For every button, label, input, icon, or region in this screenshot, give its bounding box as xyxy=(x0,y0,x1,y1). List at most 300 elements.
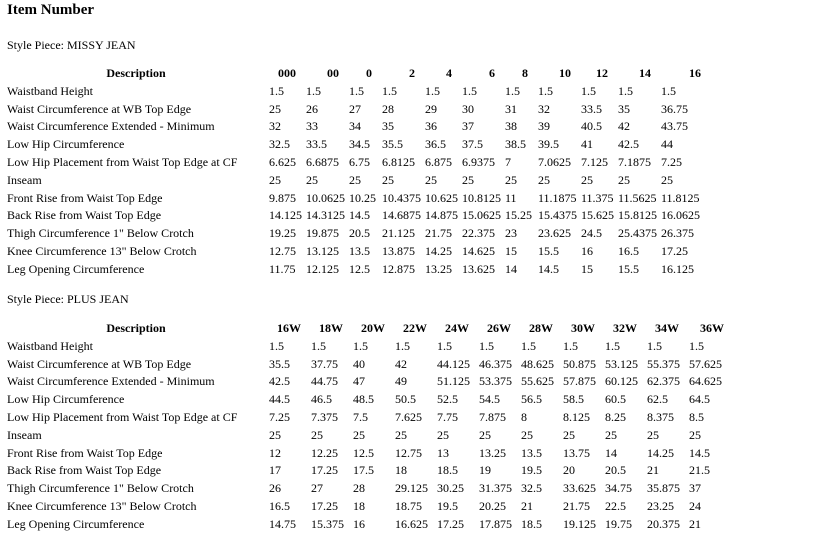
measurement-value: 12.75 xyxy=(395,445,422,460)
measurement-value: 7.5 xyxy=(353,409,368,424)
measurement-value: 13.5 xyxy=(521,445,542,460)
measurement-value: 13.75 xyxy=(563,445,590,460)
table-row xyxy=(5,243,709,261)
measurement-value: 42 xyxy=(395,356,407,371)
measurement-value: 6.75 xyxy=(349,154,370,169)
measurement-value: 25.4375 xyxy=(618,226,657,241)
measurement-value: 8 xyxy=(521,409,527,424)
measurement-value: 11.8125 xyxy=(661,190,700,205)
measurement-value: 28 xyxy=(353,481,365,496)
measurement-label: Low Hip Circumference xyxy=(7,392,125,407)
measurement-value: 15.4375 xyxy=(538,208,577,223)
measurement-value: 15.5 xyxy=(618,261,639,276)
measurement-value: 7.25 xyxy=(661,154,682,169)
size-header: 14 xyxy=(639,66,651,80)
measurement-value: 18.5 xyxy=(437,463,458,478)
measurement-value: 8.375 xyxy=(647,409,674,424)
header-row xyxy=(5,65,709,83)
measurement-value: 1.5 xyxy=(306,83,321,98)
table-row xyxy=(5,261,709,279)
measurement-value: 49 xyxy=(395,374,407,389)
measurement-value: 36.5 xyxy=(425,137,446,152)
measurement-value: 12.875 xyxy=(382,261,415,276)
measurement-value: 8.125 xyxy=(563,409,590,424)
table-row xyxy=(5,83,709,101)
measurement-value: 10.625 xyxy=(425,190,458,205)
measurement-value: 60.125 xyxy=(605,374,638,389)
measurement-value: 1.5 xyxy=(605,338,620,353)
measurement-value: 7 xyxy=(505,154,511,169)
measurement-value: 20 xyxy=(563,463,575,478)
measurement-value: 16.5 xyxy=(618,243,639,258)
measurement-value: 14.5 xyxy=(689,445,710,460)
measurement-value: 33 xyxy=(306,119,318,134)
measurement-label: Front Rise from Waist Top Edge xyxy=(7,445,163,460)
measurement-value: 64.625 xyxy=(689,374,722,389)
measurement-value: 13 xyxy=(437,445,449,460)
measurement-value: 14.875 xyxy=(425,208,458,223)
measurement-value: 62.5 xyxy=(647,392,668,407)
size-header: 26W xyxy=(487,321,511,335)
measurement-value: 60.5 xyxy=(605,392,626,407)
measurement-value: 1.5 xyxy=(311,338,326,353)
measurement-value: 20.5 xyxy=(349,226,370,241)
measurement-value: 25 xyxy=(311,427,323,442)
table-row xyxy=(5,225,709,243)
measurement-value: 25 xyxy=(269,101,281,116)
measurement-value: 15.625 xyxy=(581,208,614,223)
size-header: 20W xyxy=(361,321,385,335)
measurement-value: 11.5625 xyxy=(618,190,657,205)
size-header: 24W xyxy=(445,321,469,335)
measurement-value: 7.1875 xyxy=(618,154,651,169)
measurement-value: 20.5 xyxy=(605,463,626,478)
measurement-value: 13.25 xyxy=(479,445,506,460)
measurement-value: 10.25 xyxy=(349,190,376,205)
measurement-value: 48.5 xyxy=(353,392,374,407)
measurement-label: Thigh Circumference 1" Below Crotch xyxy=(7,226,194,241)
measurement-value: 21.75 xyxy=(425,226,452,241)
measurement-value: 1.5 xyxy=(538,83,553,98)
measurement-value: 37.75 xyxy=(311,356,338,371)
measurement-label: Low Hip Circumference xyxy=(7,137,125,152)
measurement-value: 14.25 xyxy=(647,445,674,460)
table-row xyxy=(5,172,709,190)
measurement-value: 25 xyxy=(269,427,281,442)
measurement-value: 42.5 xyxy=(618,137,639,152)
measurement-value: 41 xyxy=(581,137,593,152)
measurement-value: 12.5 xyxy=(349,261,370,276)
measurement-value: 13.125 xyxy=(306,243,339,258)
measurement-value: 1.5 xyxy=(269,83,284,98)
measurement-label: Waist Circumference at WB Top Edge xyxy=(7,356,192,371)
measurement-value: 26 xyxy=(269,481,281,496)
style-label-plus: Style Piece: PLUS JEAN xyxy=(7,292,129,306)
measurement-value: 36.75 xyxy=(661,101,688,116)
table-row xyxy=(5,373,732,391)
measurement-value: 19.25 xyxy=(269,226,296,241)
measurement-value: 44.5 xyxy=(269,392,290,407)
measurement-value: 25 xyxy=(269,172,281,187)
measurement-value: 14.3125 xyxy=(306,208,345,223)
measurement-value: 40 xyxy=(353,356,365,371)
measurement-value: 21 xyxy=(689,516,701,531)
description-header: Description xyxy=(106,66,166,80)
measurement-value: 14 xyxy=(505,261,517,276)
measurement-value: 14 xyxy=(605,445,617,460)
measurement-value: 34.5 xyxy=(349,137,370,152)
measurement-value: 7.375 xyxy=(311,409,338,424)
size-header: 00 xyxy=(327,66,339,80)
measurement-value: 32.5 xyxy=(521,481,542,496)
measurement-value: 53.375 xyxy=(479,374,512,389)
measurement-value: 17.25 xyxy=(311,498,338,513)
size-header: 10 xyxy=(559,66,571,80)
page-heading: Item Number xyxy=(7,2,95,18)
measurement-value: 1.5 xyxy=(269,338,284,353)
measurement-value: 16 xyxy=(581,243,593,258)
measurement-value: 37.5 xyxy=(462,137,483,152)
measurement-value: 21 xyxy=(647,463,659,478)
measurement-value: 1.5 xyxy=(505,83,520,98)
measurement-value: 52.5 xyxy=(437,392,458,407)
measurement-value: 25 xyxy=(425,172,437,187)
table-row xyxy=(5,338,732,356)
measurement-value: 17.25 xyxy=(311,463,338,478)
measurement-value: 14.625 xyxy=(462,243,495,258)
measurement-value: 13.5 xyxy=(349,243,370,258)
measurement-value: 10.4375 xyxy=(382,190,421,205)
measurement-value: 12.25 xyxy=(311,445,338,460)
style-label-missy: Style Piece: MISSY JEAN xyxy=(7,38,136,52)
table-row xyxy=(5,101,709,119)
header-row xyxy=(5,320,732,338)
measurement-value: 19.5 xyxy=(521,463,542,478)
measurement-value: 1.5 xyxy=(437,338,452,353)
size-header: 34W xyxy=(655,321,679,335)
measurement-value: 18.75 xyxy=(395,498,422,513)
measurement-label: Knee Circumference 13" Below Crotch xyxy=(7,243,197,258)
measurement-value: 7.875 xyxy=(479,409,506,424)
measurement-value: 58.5 xyxy=(563,392,584,407)
measurement-value: 12.5 xyxy=(353,445,374,460)
measurement-value: 34 xyxy=(349,119,361,134)
measurement-value: 32 xyxy=(538,101,550,116)
measurement-value: 51.125 xyxy=(437,374,470,389)
table-row xyxy=(5,190,709,208)
measurement-value: 15 xyxy=(581,261,593,276)
measurement-label: Low Hip Placement from Waist Top Edge at CF xyxy=(7,409,238,424)
measurement-value: 11 xyxy=(505,190,517,205)
measurement-label: Knee Circumference 13" Below Crotch xyxy=(7,498,197,513)
measurement-value: 50.5 xyxy=(395,392,416,407)
measurement-value: 24 xyxy=(689,498,701,513)
measurement-value: 11.1875 xyxy=(538,190,577,205)
measurement-label: Front Rise from Waist Top Edge xyxy=(7,190,163,205)
measurement-value: 16.0625 xyxy=(661,208,700,223)
measurement-value: 35 xyxy=(382,119,394,134)
measurement-value: 7.0625 xyxy=(538,154,571,169)
measurement-value: 8.5 xyxy=(689,409,704,424)
measurement-value: 21.125 xyxy=(382,226,415,241)
measurement-value: 19.75 xyxy=(605,516,632,531)
measurement-value: 31.375 xyxy=(479,481,512,496)
table-row xyxy=(5,427,732,445)
table-row xyxy=(5,154,709,172)
measurement-value: 53.125 xyxy=(605,356,638,371)
measurement-value: 16.5 xyxy=(269,498,290,513)
measurement-value: 25 xyxy=(395,427,407,442)
measurement-value: 27 xyxy=(311,481,323,496)
size-header: 32W xyxy=(613,321,637,335)
measurement-value: 7.125 xyxy=(581,154,608,169)
size-header: 18W xyxy=(319,321,343,335)
table-row xyxy=(5,136,709,154)
measurement-label: Back Rise from Waist Top Edge xyxy=(7,463,162,478)
measurement-value: 25 xyxy=(661,172,673,187)
measurement-value: 25 xyxy=(581,172,593,187)
measurement-value: 17.25 xyxy=(437,516,464,531)
measurement-value: 42 xyxy=(618,119,630,134)
measurement-value: 6.8125 xyxy=(382,154,415,169)
measurement-value: 1.5 xyxy=(479,338,494,353)
measurement-value: 36 xyxy=(425,119,437,134)
measurement-value: 1.5 xyxy=(382,83,397,98)
measurement-value: 1.5 xyxy=(425,83,440,98)
measurement-value: 44.75 xyxy=(311,374,338,389)
measurement-value: 12 xyxy=(269,445,281,460)
measurement-value: 25 xyxy=(647,427,659,442)
measurement-value: 32.5 xyxy=(269,137,290,152)
measurement-value: 17.875 xyxy=(479,516,512,531)
measurement-value: 1.5 xyxy=(689,338,704,353)
measurement-value: 25 xyxy=(353,427,365,442)
measurement-value: 40.5 xyxy=(581,119,602,134)
measurement-value: 25 xyxy=(349,172,361,187)
measurement-value: 7.75 xyxy=(437,409,458,424)
size-header: 0 xyxy=(366,66,372,80)
measurement-value: 19.875 xyxy=(306,226,339,241)
table-row xyxy=(5,207,709,225)
measurement-value: 25 xyxy=(382,172,394,187)
measurement-value: 26 xyxy=(306,101,318,116)
measurement-value: 35.5 xyxy=(269,356,290,371)
measurement-value: 35 xyxy=(618,101,630,116)
measurement-value: 17 xyxy=(269,463,281,478)
measurement-value: 6.875 xyxy=(425,154,452,169)
measurement-value: 15.8125 xyxy=(618,208,657,223)
missy-spec-table xyxy=(5,65,709,279)
measurement-value: 11.375 xyxy=(581,190,614,205)
size-header: 36W xyxy=(700,321,724,335)
measurement-value: 19 xyxy=(479,463,491,478)
measurement-label: Leg Opening Circumference xyxy=(7,516,145,531)
table-row xyxy=(5,391,732,409)
measurement-value: 17.5 xyxy=(353,463,374,478)
measurement-label: Waist Circumference Extended - Minimum xyxy=(7,119,215,134)
measurement-value: 18 xyxy=(353,498,365,513)
measurement-value: 1.5 xyxy=(349,83,364,98)
measurement-value: 44 xyxy=(661,137,673,152)
measurement-label: Inseam xyxy=(7,172,42,187)
measurement-value: 25 xyxy=(505,172,517,187)
measurement-value: 64.5 xyxy=(689,392,710,407)
measurement-value: 29 xyxy=(425,101,437,116)
measurement-value: 14.5 xyxy=(538,261,559,276)
measurement-value: 55.625 xyxy=(521,374,554,389)
measurement-value: 16.125 xyxy=(661,261,694,276)
measurement-value: 35.5 xyxy=(382,137,403,152)
measurement-value: 14.5 xyxy=(349,208,370,223)
measurement-value: 19.5 xyxy=(437,498,458,513)
measurement-value: 39.5 xyxy=(538,137,559,152)
measurement-value: 12.75 xyxy=(269,243,296,258)
measurement-value: 57.625 xyxy=(689,356,722,371)
measurement-value: 15 xyxy=(505,243,517,258)
measurement-value: 54.5 xyxy=(479,392,500,407)
table-row xyxy=(5,516,732,534)
measurement-value: 42.5 xyxy=(269,374,290,389)
measurement-value: 25 xyxy=(618,172,630,187)
measurement-value: 21.75 xyxy=(563,498,590,513)
measurement-value: 34.75 xyxy=(605,481,632,496)
measurement-value: 16.625 xyxy=(395,516,428,531)
measurement-value: 25 xyxy=(437,427,449,442)
measurement-value: 21 xyxy=(521,498,533,513)
measurement-value: 23.25 xyxy=(647,498,674,513)
measurement-value: 10.0625 xyxy=(306,190,345,205)
measurement-value: 30.25 xyxy=(437,481,464,496)
size-header: 6 xyxy=(489,66,495,80)
measurement-value: 57.875 xyxy=(563,374,596,389)
measurement-label: Low Hip Placement from Waist Top Edge at CF xyxy=(7,154,238,169)
measurement-value: 1.5 xyxy=(618,83,633,98)
measurement-value: 13.25 xyxy=(425,261,452,276)
measurement-value: 22.5 xyxy=(605,498,626,513)
measurement-value: 20.25 xyxy=(479,498,506,513)
measurement-value: 14.25 xyxy=(425,243,452,258)
measurement-value: 15.375 xyxy=(311,516,344,531)
measurement-value: 33.625 xyxy=(563,481,596,496)
measurement-value: 17.25 xyxy=(661,243,688,258)
measurement-value: 1.5 xyxy=(563,338,578,353)
measurement-label: Inseam xyxy=(7,427,42,442)
measurement-value: 38.5 xyxy=(505,137,526,152)
measurement-value: 6.6875 xyxy=(306,154,339,169)
measurement-value: 10.8125 xyxy=(462,190,501,205)
measurement-value: 1.5 xyxy=(661,83,676,98)
measurement-value: 50.875 xyxy=(563,356,596,371)
measurement-value: 33.5 xyxy=(306,137,327,152)
measurement-value: 27 xyxy=(349,101,361,116)
measurement-value: 1.5 xyxy=(462,83,477,98)
measurement-value: 25 xyxy=(479,427,491,442)
measurement-label: Back Rise from Waist Top Edge xyxy=(7,208,162,223)
measurement-value: 1.5 xyxy=(647,338,662,353)
size-header: 2 xyxy=(409,66,415,80)
table-row xyxy=(5,480,732,498)
measurement-value: 46.5 xyxy=(311,392,332,407)
size-header: 12 xyxy=(596,66,608,80)
measurement-label: Waist Circumference Extended - Minimum xyxy=(7,374,215,389)
table-row xyxy=(5,356,732,374)
measurement-value: 62.375 xyxy=(647,374,680,389)
measurement-value: 48.625 xyxy=(521,356,554,371)
measurement-value: 16 xyxy=(353,516,365,531)
measurement-label: Waist Circumference at WB Top Edge xyxy=(7,101,192,116)
measurement-value: 12.125 xyxy=(306,261,339,276)
measurement-value: 28 xyxy=(382,101,394,116)
measurement-value: 25 xyxy=(521,427,533,442)
size-header: 16 xyxy=(689,66,701,80)
measurement-value: 7.25 xyxy=(269,409,290,424)
measurement-value: 56.5 xyxy=(521,392,542,407)
measurement-value: 15.25 xyxy=(505,208,532,223)
measurement-value: 13.875 xyxy=(382,243,415,258)
measurement-value: 30 xyxy=(462,101,474,116)
measurement-value: 14.125 xyxy=(269,208,302,223)
measurement-value: 8.25 xyxy=(605,409,626,424)
description-header: Description xyxy=(106,321,166,335)
measurement-label: Leg Opening Circumference xyxy=(7,261,145,276)
measurement-value: 9.875 xyxy=(269,190,296,205)
measurement-value: 7.625 xyxy=(395,409,422,424)
measurement-value: 35.875 xyxy=(647,481,680,496)
table-row xyxy=(5,409,732,427)
measurement-value: 44.125 xyxy=(437,356,470,371)
table-row xyxy=(5,445,732,463)
measurement-value: 18 xyxy=(395,463,407,478)
measurement-value: 32 xyxy=(269,119,281,134)
measurement-value: 19.125 xyxy=(563,516,596,531)
measurement-value: 25 xyxy=(306,172,318,187)
measurement-value: 1.5 xyxy=(581,83,596,98)
measurement-value: 6.625 xyxy=(269,154,296,169)
measurement-value: 1.5 xyxy=(353,338,368,353)
measurement-label: Waistband Height xyxy=(7,338,94,353)
measurement-value: 23.625 xyxy=(538,226,571,241)
measurement-label: Thigh Circumference 1" Below Crotch xyxy=(7,481,194,496)
measurement-value: 18.5 xyxy=(521,516,542,531)
measurement-value: 25 xyxy=(462,172,474,187)
measurement-value: 15.0625 xyxy=(462,208,501,223)
measurement-label: Waistband Height xyxy=(7,83,94,98)
measurement-value: 23 xyxy=(505,226,517,241)
measurement-value: 37 xyxy=(689,481,701,496)
measurement-value: 6.9375 xyxy=(462,154,495,169)
measurement-value: 25 xyxy=(605,427,617,442)
measurement-value: 20.375 xyxy=(647,516,680,531)
table-row xyxy=(5,498,732,516)
measurement-value: 1.5 xyxy=(521,338,536,353)
size-header: 16W xyxy=(277,321,301,335)
measurement-value: 43.75 xyxy=(661,119,688,134)
measurement-value: 25 xyxy=(689,427,701,442)
measurement-value: 24.5 xyxy=(581,226,602,241)
size-header: 22W xyxy=(403,321,427,335)
measurement-value: 13.625 xyxy=(462,261,495,276)
measurement-value: 14.75 xyxy=(269,516,296,531)
measurement-value: 21.5 xyxy=(689,463,710,478)
measurement-value: 1.5 xyxy=(395,338,410,353)
measurement-value: 25 xyxy=(538,172,550,187)
size-header: 28W xyxy=(529,321,553,335)
plus-spec-table xyxy=(5,320,732,534)
measurement-value: 55.375 xyxy=(647,356,680,371)
measurement-value: 14.6875 xyxy=(382,208,421,223)
measurement-value: 46.375 xyxy=(479,356,512,371)
measurement-value: 22.375 xyxy=(462,226,495,241)
